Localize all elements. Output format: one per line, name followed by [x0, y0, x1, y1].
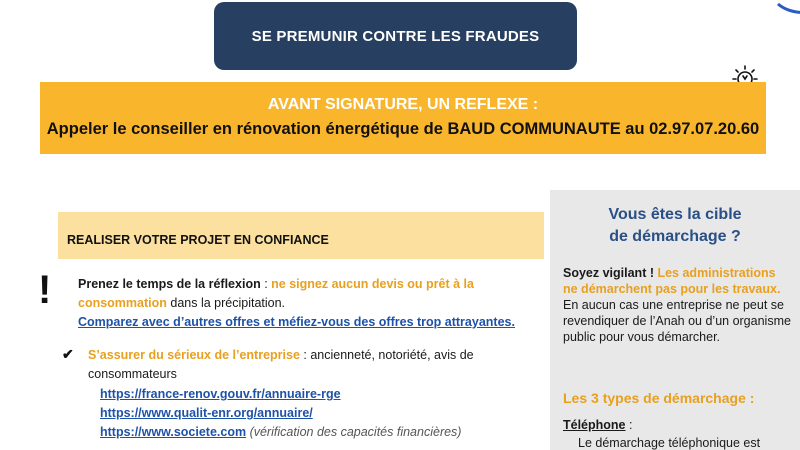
section-header-title: REALISER VOTRE PROJET EN CONFIANCE	[67, 233, 329, 247]
side-panel	[550, 190, 800, 450]
check-icon: ✔	[62, 346, 74, 362]
link-france-renov[interactable]: https://france-renov.gouv.fr/annuaire-rge	[100, 387, 341, 401]
page-title: SE PREMUNIR CONTRE LES FRAUDES	[251, 27, 540, 45]
alert-heading: AVANT SIGNATURE, UN REFLEXE :	[267, 96, 539, 113]
side-title-line2: de démarchage ?	[609, 228, 741, 245]
phone-label-colon: :	[625, 418, 633, 432]
side-subhead: Les 3 types de démarchage :	[563, 390, 755, 406]
phone-text: Le démarchage téléphonique est	[578, 436, 761, 450]
link-qualit-enr[interactable]: https://www.qualit-enr.org/annuaire/	[100, 406, 313, 420]
page-title-banner	[214, 2, 577, 70]
side-title	[550, 204, 800, 248]
link-societe[interactable]: https://www.societe.com	[100, 425, 247, 439]
alert-contact-text: Appeler le conseiller en rénovation énergétique de BAUD COMMUNAUTE au 02.97.07.20.60	[46, 120, 760, 138]
phone-label-text: Téléphone	[563, 418, 626, 432]
phone-label	[563, 418, 632, 432]
serieux-heading: S’assurer du sérieux de l’entreprise	[88, 348, 300, 362]
vigilant-warning: Les administrations ne démarchent pas pour les travaux.	[563, 266, 781, 296]
link-societe-note: (vérification des capacités financières)	[246, 425, 462, 439]
reflexion-rest: dans la précipitation.	[166, 296, 286, 310]
alert-box	[40, 82, 766, 154]
vigilant-bold: Soyez vigilant !	[563, 266, 658, 280]
compare-offers-note: Comparez avec d’autres offres et méfiez-vous des offres trop attrayantes.	[78, 315, 515, 329]
side-body	[563, 265, 793, 345]
reflexion-paragraph	[78, 275, 558, 332]
vigilant-rest: En aucun cas une entreprise ne peut se revendiquer de l’Anah ou d’un organisme public pour vous démarcher.	[563, 298, 791, 344]
reflexion-bold: Prenez le temps de la réflexion	[78, 277, 261, 291]
exclamation-icon: !	[38, 268, 52, 312]
reflexion-sep: :	[260, 277, 272, 291]
decorative-arc	[768, 0, 800, 14]
side-title-line1: Vous êtes la cible	[608, 206, 742, 223]
reflexion-warning: ne signez aucun devis ou prêt à la consommation	[78, 277, 474, 310]
serieux-paragraph	[88, 346, 558, 384]
section-header	[58, 212, 544, 259]
serieux-rest: : ancienneté, notoriété, avis de consommateurs	[88, 348, 474, 381]
link-list	[100, 385, 461, 442]
